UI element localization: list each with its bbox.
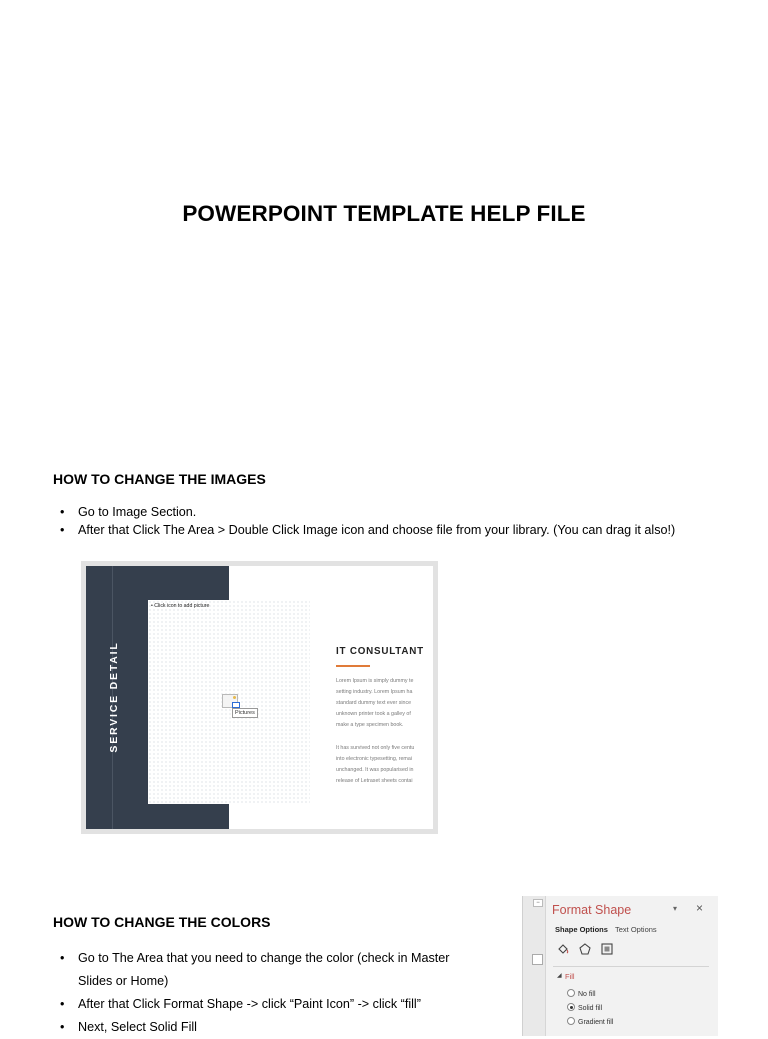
para1-line-3: standard dummy text ever since	[336, 700, 412, 706]
para2-line-1: It has survived not only five centu	[336, 745, 415, 751]
slide-paragraph-1	[336, 676, 436, 731]
images-step-1: • Go to Image Section.	[60, 505, 675, 523]
images-steps-list	[60, 505, 675, 541]
pictures-tooltip: Pictures	[232, 708, 258, 718]
placeholder-hint: • Click icon to add picture	[151, 603, 210, 609]
panel-options-caret-icon[interactable]: ▾	[673, 904, 678, 913]
radio-label: Gradient fill	[578, 1019, 614, 1026]
pentagon-effects-icon[interactable]	[578, 942, 592, 956]
placeholder-hint-text: Click icon to add picture	[154, 603, 210, 609]
size-properties-icon[interactable]	[600, 942, 614, 956]
radio-circle[interactable]	[567, 1017, 575, 1025]
paint-bucket-icon[interactable]	[556, 942, 570, 956]
radio-no-fill[interactable]	[567, 989, 596, 998]
images-step-2: • After that Click The Area > Double Click Image icon and choose file from your library. (You can drag it also!)	[60, 523, 675, 541]
radio-label: No fill	[578, 991, 596, 998]
slide-screenshot-images	[81, 561, 438, 834]
images-section-heading: HOW TO CHANGE THE IMAGES	[53, 471, 266, 487]
colors-step-2: • After that Click Format Shape -> click “Paint Icon” -> click “fill”	[60, 993, 480, 1016]
slide-heading: IT CONSULTANT	[336, 646, 424, 657]
colors-section-heading: HOW TO CHANGE THE COLORS	[53, 914, 271, 930]
radio-circle[interactable]	[567, 989, 575, 997]
heading-accent-rule	[336, 665, 370, 667]
colors-steps-list	[60, 947, 480, 1039]
vertical-label-text: SERVICE DETAIL	[108, 641, 120, 753]
format-shape-panel	[522, 896, 718, 1036]
gutter-checkbox[interactable]	[532, 954, 543, 965]
radio-solid-fill[interactable]	[567, 1003, 602, 1012]
para1-line-1: Lorem Ipsum is simply dummy te	[336, 678, 414, 684]
panel-divider	[553, 966, 709, 967]
slide-paragraph-2	[336, 743, 436, 787]
tab-shape-options[interactable]: Shape Options	[555, 925, 608, 934]
radio-label: Solid fill	[578, 1005, 603, 1012]
para2-line-4: release of Letraset sheets contai	[336, 778, 413, 784]
panel-title: Format Shape	[552, 903, 632, 917]
colors-step-3: • Next, Select Solid Fill	[60, 1016, 480, 1039]
slide-preview	[86, 566, 433, 829]
close-icon[interactable]: ×	[696, 901, 704, 915]
picture-placeholder[interactable]	[148, 600, 310, 804]
para2-line-2: into electronic typesetting, remai	[336, 756, 412, 762]
fill-expand-icon[interactable]: ◢	[557, 973, 562, 979]
para1-line-4: unknown printer took a galley of	[336, 711, 411, 717]
para1-line-2: setting industry. Lorem Ipsum ha	[336, 689, 413, 695]
para1-line-5: make a type specimen book.	[336, 722, 404, 728]
radio-gradient-fill[interactable]	[567, 1017, 613, 1026]
fill-section-label[interactable]: Fill	[565, 972, 575, 981]
panel-gutter	[523, 896, 546, 1036]
tab-text-options[interactable]: Text Options	[615, 925, 657, 934]
document-title: POWERPOINT TEMPLATE HELP FILE	[182, 201, 586, 226]
collapse-icon[interactable]: −	[533, 899, 543, 907]
para2-line-3: unchanged. It was popularised in	[336, 767, 414, 773]
colors-step-1: • Go to The Area that you need to change the color (check in Master Slides or Home)	[60, 947, 480, 993]
radio-circle[interactable]	[567, 1003, 575, 1011]
